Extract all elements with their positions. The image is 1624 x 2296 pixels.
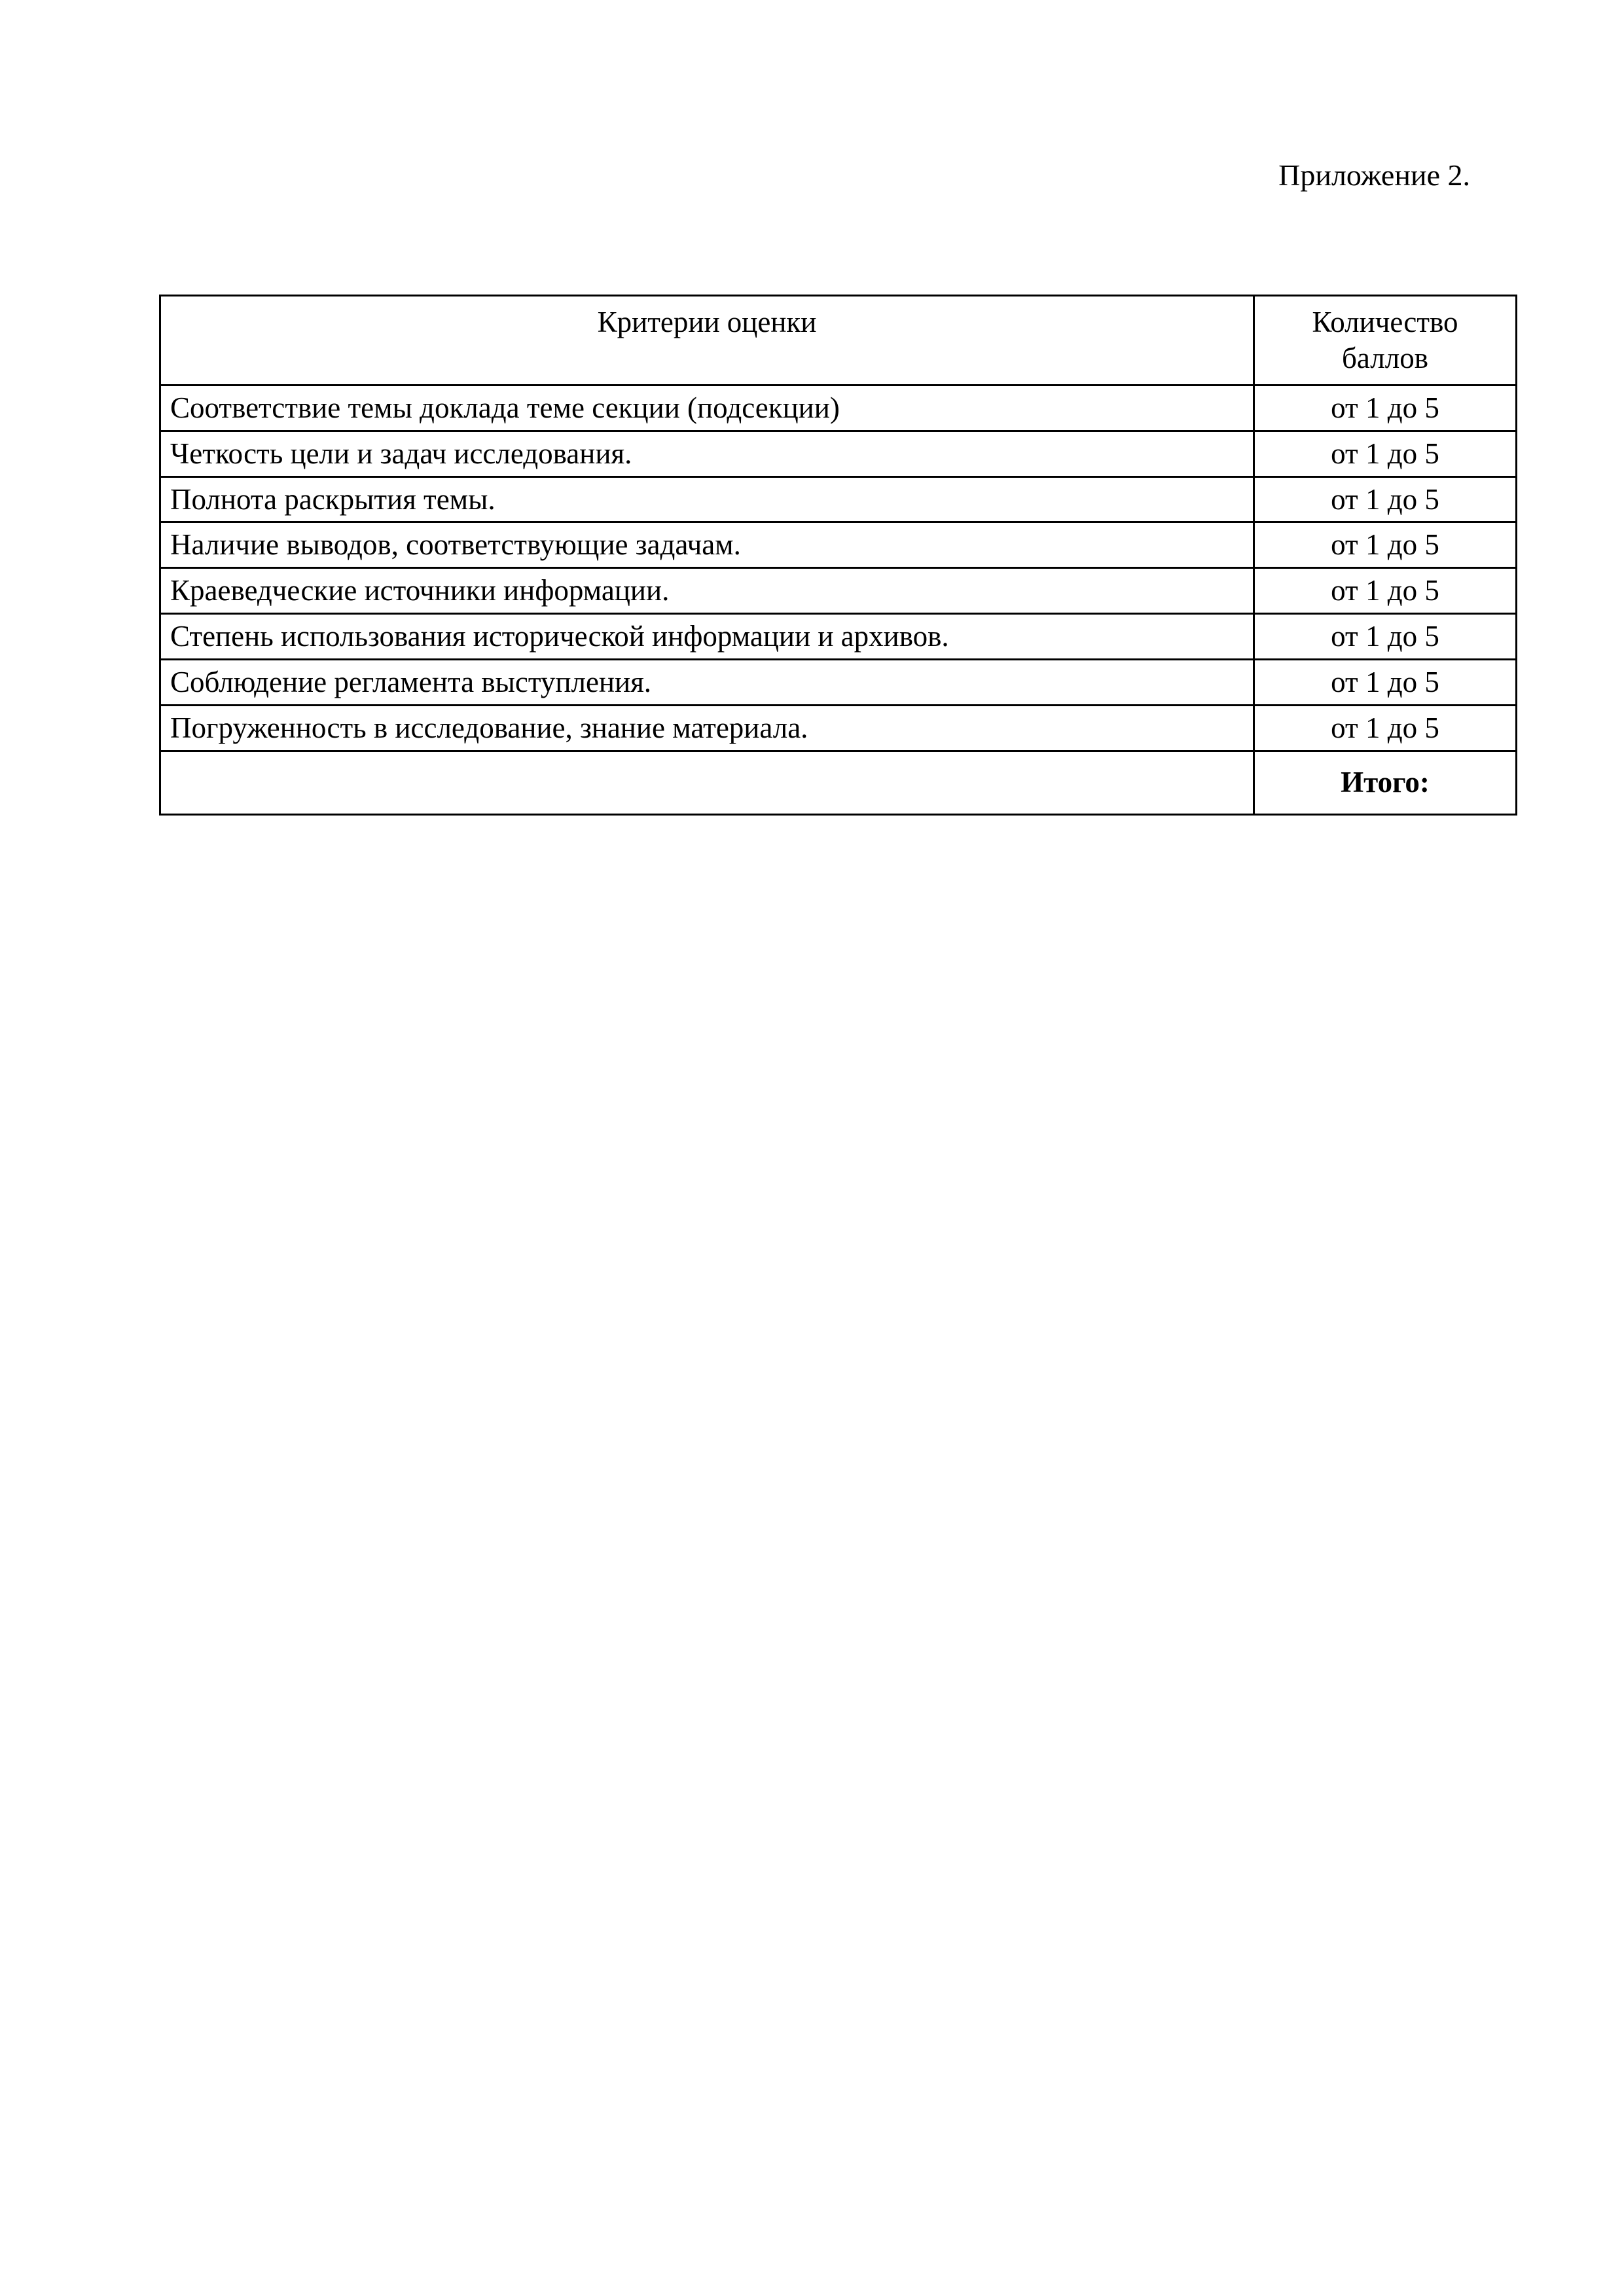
appendix-label: Приложение 2. (1278, 158, 1470, 192)
criterion-text: Соблюдение регламента выступления. (160, 660, 1254, 706)
criterion-text: Соответствие темы доклада теме секции (подсекции) (160, 385, 1254, 431)
table-row (160, 522, 1517, 568)
criterion-text: Наличие выводов, соответствующие задачам. (160, 522, 1254, 568)
table-row (160, 660, 1517, 706)
table-row (160, 614, 1517, 660)
table-row (160, 706, 1517, 751)
points-value: от 1 до 5 (1254, 660, 1517, 706)
header-points-line2: баллов (1342, 341, 1428, 374)
criterion-text: Полнота раскрытия темы. (160, 476, 1254, 522)
criteria-table (159, 295, 1517, 816)
points-value: от 1 до 5 (1254, 568, 1517, 614)
header-cell-criterion: Критерии оценки (160, 296, 1254, 386)
criterion-text: Краеведческие источники информации. (160, 568, 1254, 614)
criterion-text: Степень использования исторической информации и архивов. (160, 614, 1254, 660)
points-value: от 1 до 5 (1254, 706, 1517, 751)
header-cell-points (1254, 296, 1517, 386)
points-value: от 1 до 5 (1254, 385, 1517, 431)
points-value: от 1 до 5 (1254, 522, 1517, 568)
table-row (160, 431, 1517, 476)
table-total-row (160, 751, 1517, 814)
points-value: от 1 до 5 (1254, 614, 1517, 660)
header-points-line1: Количество (1312, 306, 1458, 338)
table-header-row (160, 296, 1517, 386)
points-value: от 1 до 5 (1254, 431, 1517, 476)
total-empty-cell (160, 751, 1254, 814)
table-row (160, 568, 1517, 614)
table-row (160, 476, 1517, 522)
criterion-text: Погруженность в исследование, знание материала. (160, 706, 1254, 751)
points-value: от 1 до 5 (1254, 476, 1517, 522)
total-label: Итого: (1254, 751, 1517, 814)
table-row (160, 385, 1517, 431)
criteria-table-container (159, 295, 1475, 816)
criterion-text: Четкость цели и задач исследования. (160, 431, 1254, 476)
